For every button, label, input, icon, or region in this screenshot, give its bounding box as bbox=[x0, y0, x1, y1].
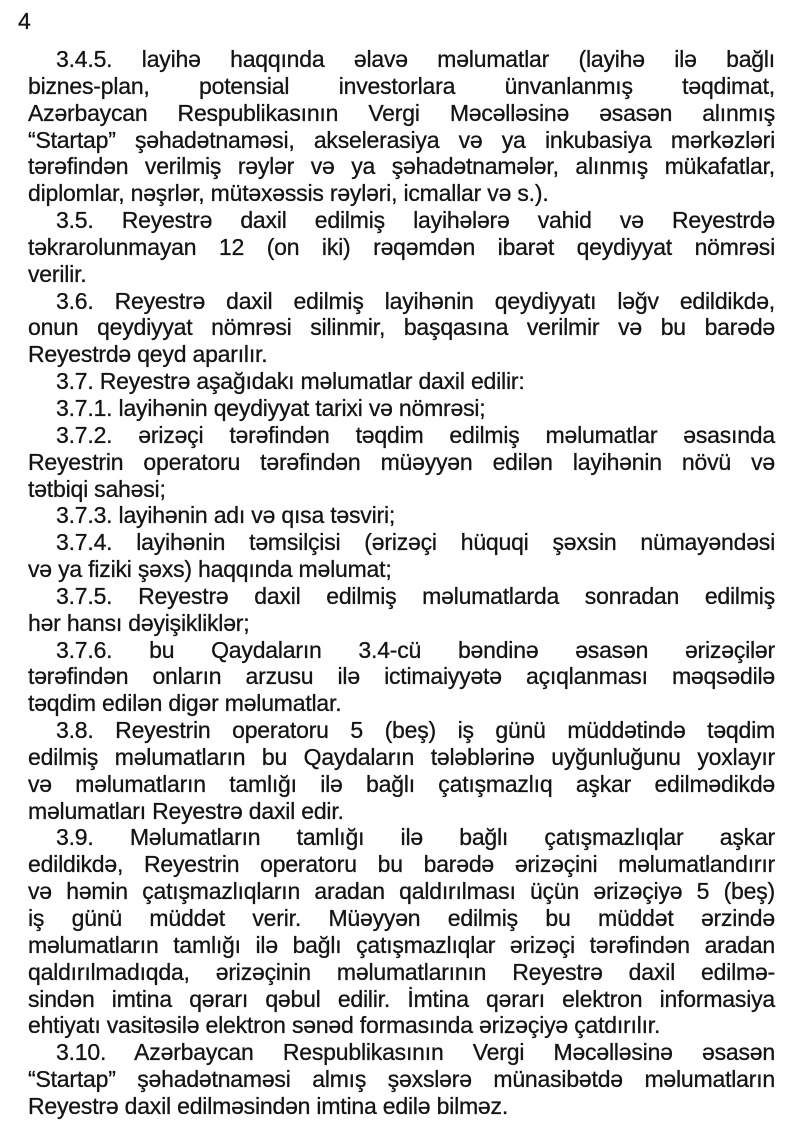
text-line: 3.6. Reyestrə daxil edilmiş layihənin qeydiyyatı ləğv edildikdə, bbox=[56, 287, 775, 314]
text-line: edilmiş məlumatların bu Qaydaların tələblərinə uyğunluğunu yoxlayır bbox=[28, 743, 775, 770]
text-line: 3.9. Məlumatların tamlığı ilə bağlı çatışmazlıqlar aşkar bbox=[56, 824, 775, 851]
text-line: 3.7.4. layihənin təmsilçisi (ərizəçi hüquqi şəxsin nümayəndəsi bbox=[56, 529, 775, 556]
paragraph-3.7.6 bbox=[28, 637, 775, 718]
text-line: və məlumatların tamlığı ilə bağlı çatışmazlıq aşkar edilmədikdə bbox=[28, 770, 775, 797]
text-line: Reyestrdə qeyd aparılır. bbox=[28, 341, 268, 368]
text-line: Reyestrə daxil edilməsindən imtina edilə bilməz. bbox=[28, 1092, 509, 1119]
text-line: 3.8. Reyestrin operatoru 5 (beş) iş günü müddətində təqdim bbox=[56, 717, 775, 744]
paragraph-3.10 bbox=[28, 1039, 775, 1120]
paragraph-3.5 bbox=[28, 207, 775, 288]
text-line: qaldırılmadıqda, ərizəçinin məlumatlarının Reyestrə daxil edilmə- bbox=[28, 958, 775, 985]
text-line: və ya fiziki şəxs) haqqında məlumat; bbox=[28, 556, 392, 583]
page-number: 4 bbox=[18, 8, 31, 34]
text-line: məlumatların tamlığı ilə bağlı çatışmazlıqlar ərizəçi tərəfindən aradan bbox=[28, 931, 775, 958]
text-line: diplomlar, nəşrlər, mütəxəssis rəyləri, icmallar və s.). bbox=[28, 180, 549, 207]
text-line: 3.10. Azərbaycan Respublikasının Vergi Məcəlləsinə əsasən bbox=[56, 1039, 775, 1066]
paragraph-3.6 bbox=[28, 288, 775, 369]
text-line: 3.7. Reyestrə aşağıdakı məlumatlar daxil edilir: bbox=[56, 368, 525, 395]
text-line: tərəfindən onların arzusu ilə ictimaiyyətə açıqlanması məqsədilə bbox=[28, 663, 775, 690]
text-line: 3.5. Reyestrə daxil edilmiş layihələrə vahid və Reyestrdə bbox=[56, 207, 775, 234]
text-line: 3.4.5. layihə haqqında əlavə məlumatlar (layihə ilə bağlı bbox=[56, 46, 775, 72]
paragraph-3.8 bbox=[28, 717, 775, 824]
text-line: təkrarolunmayan 12 (on iki) rəqəmdən ibarət qeydiyyat nömrəsi bbox=[28, 233, 775, 260]
text-line: “Startap” şəhadətnaməsi almış şəxslərə münasibətdə məlumatların bbox=[28, 1066, 775, 1093]
text-line: sindən imtina qərarı qəbul edilir. İmtina qərarı elektron informasiya bbox=[28, 985, 775, 1012]
text-line: iş günü müddət verir. Müəyyən edilmiş bu müddət ərzində bbox=[28, 905, 775, 931]
text-line: 3.7.5. Reyestrə daxil edilmiş məlumatlarda sonradan edilmiş bbox=[56, 582, 775, 609]
text-line: onun qeydiyyat nömrəsi silinmir, başqasına verilmir və bu barədə bbox=[28, 314, 775, 341]
document-body bbox=[28, 46, 775, 1120]
text-line: təqdim edilən digər məlumatlar. bbox=[28, 690, 342, 717]
text-line: tətbiqi sahəsi; bbox=[28, 475, 166, 502]
text-line: 3.7.1. layihənin qeydiyyat tarixi və nömrəsi; bbox=[56, 394, 486, 421]
paragraph-3.7.2 bbox=[28, 422, 775, 503]
text-line: Reyestrin operatoru tərəfindən müəyyən edilən layihənin növü və bbox=[28, 448, 775, 475]
paragraph-3.7.1 bbox=[28, 395, 775, 422]
text-line: 3.7.2. ərizəçi tərəfindən təqdim edilmiş məlumatlar əsasında bbox=[56, 421, 775, 448]
text-line: və həmin çatışmazlıqların aradan qaldırılması üçün ərizəçiyə 5 (beş) bbox=[28, 878, 775, 905]
text-line: Azərbaycan Respublikasının Vergi Məcəlləsinə əsasən alınmış bbox=[28, 99, 775, 126]
text-line: “Startap” şəhadətnaməsi, akselerasiya və ya inkubasiya mərkəzləri bbox=[28, 126, 775, 153]
paragraph-3.7.5 bbox=[28, 583, 775, 637]
text-line: 3.7.3. layihənin adı və qısa təsviri; bbox=[56, 502, 396, 529]
paragraph-3.7 bbox=[28, 368, 775, 395]
paragraph-3.4.5 bbox=[28, 46, 775, 207]
text-line: ehtiyatı vasitəsilə elektron sənəd formasında ərizəçiyə çatdırılır. bbox=[28, 1012, 661, 1039]
paragraph-3.9 bbox=[28, 824, 775, 1039]
text-line: tərəfindən verilmiş rəylər və ya şəhadətnamələr, alınmış mükafatlar, bbox=[28, 153, 775, 180]
paragraph-3.7.3 bbox=[28, 502, 775, 529]
text-line: biznes-plan, potensial investorlara ünvanlanmış təqdimat, bbox=[28, 72, 775, 99]
text-line: hər hansı dəyişikliklər; bbox=[28, 609, 250, 636]
text-line: edildikdə, Reyestrin operatoru bu barədə ərizəçini məlumatlandırır bbox=[28, 851, 775, 878]
text-line: verilir. bbox=[28, 260, 87, 287]
text-line: məlumatları Reyestrə daxil edir. bbox=[28, 797, 344, 824]
paragraph-3.7.4 bbox=[28, 529, 775, 583]
text-line: 3.7.6. bu Qaydaların 3.4-cü bəndinə əsasən ərizəçilər bbox=[56, 636, 775, 663]
